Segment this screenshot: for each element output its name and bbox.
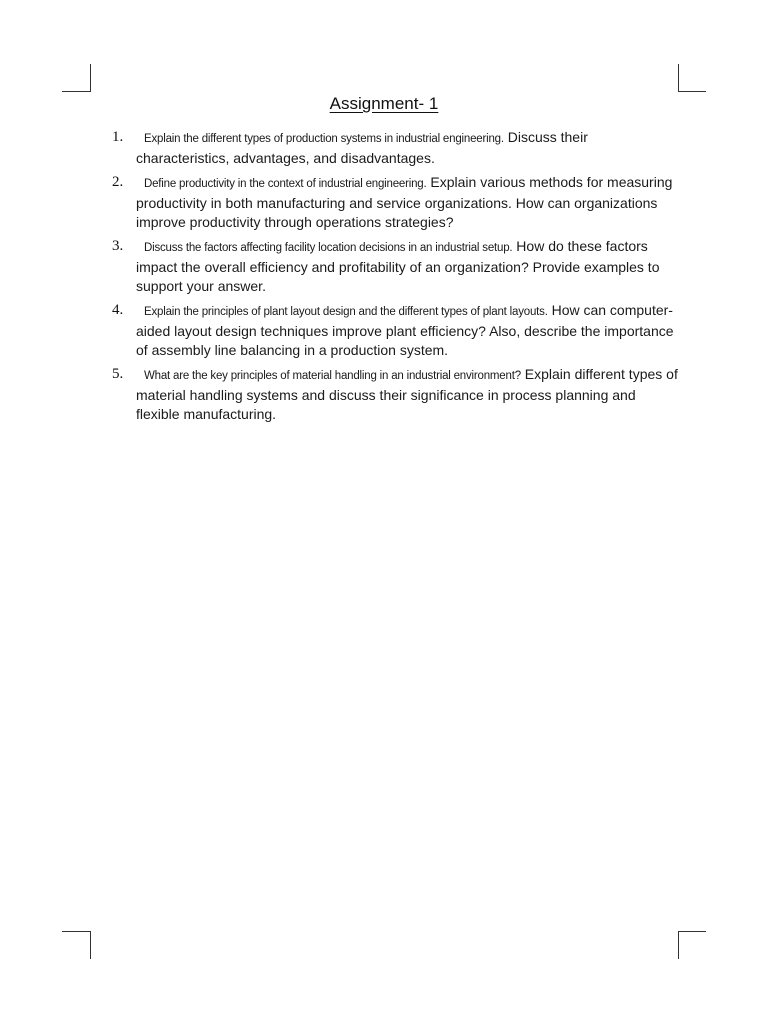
question-text <box>136 173 678 232</box>
question-text <box>136 128 678 168</box>
crop-mark-bottom-left-horizontal <box>62 931 90 932</box>
question-number: 3. <box>112 238 124 254</box>
question-lead: Define productivity in the context of industrial engineering. <box>144 178 427 190</box>
question-lead: Explain the different types of production systems in industrial engineering. <box>144 133 504 145</box>
question-item-1 <box>108 128 678 168</box>
crop-mark-bottom-left-vertical <box>90 931 91 959</box>
question-body: How do these factors impact the overall efficiency and profitability of an organization? Provide examples to support your answer. <box>136 238 660 294</box>
question-item-2 <box>108 173 678 232</box>
question-number: 2. <box>112 174 124 190</box>
question-number: 1. <box>112 129 124 145</box>
question-text <box>136 301 678 360</box>
document-title: Assignment- 1 <box>329 94 439 113</box>
question-lead: Discuss the factors affecting facility location decisions in an industrial setup. <box>144 242 513 254</box>
question-number: 5. <box>112 366 124 382</box>
question-number: 4. <box>112 302 124 318</box>
document-title-wrapper <box>0 94 768 114</box>
question-text <box>136 237 678 296</box>
crop-mark-top-right-horizontal <box>678 91 706 92</box>
crop-mark-bottom-right-vertical <box>678 931 679 959</box>
question-lead: What are the key principles of material handling in an industrial environment? <box>144 370 521 382</box>
crop-mark-top-left-vertical <box>90 64 91 92</box>
question-item-5 <box>108 365 678 424</box>
question-body: How can computer-aided layout design techniques improve plant efficiency? Also, describe the importance of assembly line balancing in a production system. <box>136 302 674 358</box>
question-item-3 <box>108 237 678 296</box>
question-body: Discuss their characteristics, advantages, and disadvantages. <box>136 129 588 166</box>
question-body: Explain various methods for measuring productivity in both manufacturing and service organizations. How can organizations improve productivity through operations strategies? <box>136 174 673 230</box>
crop-mark-top-right-vertical <box>678 64 679 92</box>
question-list <box>108 128 678 429</box>
crop-mark-top-left-horizontal <box>62 91 90 92</box>
question-item-4 <box>108 301 678 360</box>
crop-mark-bottom-right-horizontal <box>678 931 706 932</box>
question-body: Explain different types of material handling systems and discuss their significance in process planning and flexible manufacturing. <box>136 366 678 422</box>
question-text <box>136 365 678 424</box>
question-lead: Explain the principles of plant layout design and the different types of plant layouts. <box>144 306 548 318</box>
